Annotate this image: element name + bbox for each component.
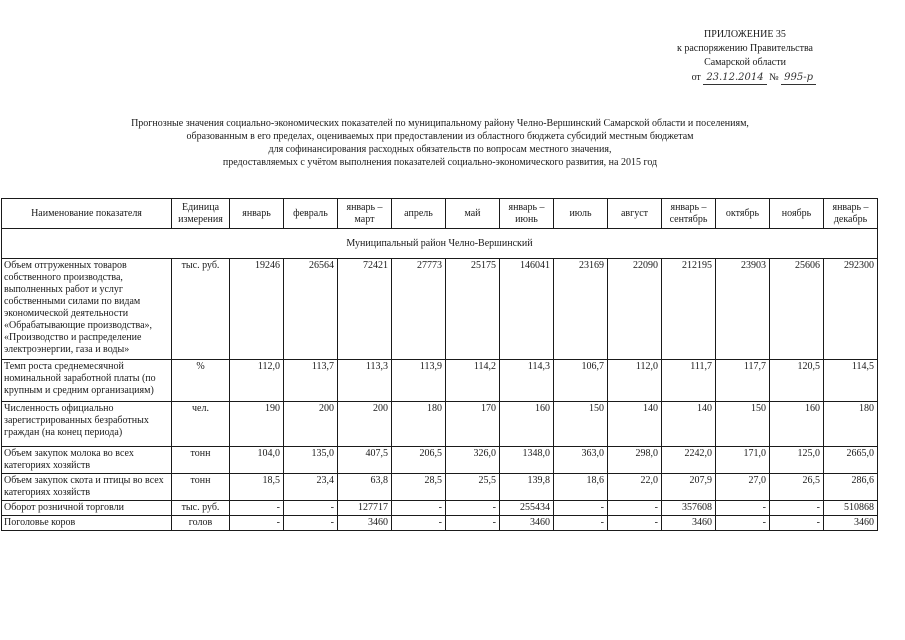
value-cell: 298,0 bbox=[608, 447, 662, 474]
value-cell: 150 bbox=[554, 402, 608, 447]
value-cell: 22,0 bbox=[608, 474, 662, 501]
value-cell: 112,0 bbox=[230, 360, 284, 402]
value-cell: 23169 bbox=[554, 259, 608, 360]
value-cell: - bbox=[554, 501, 608, 516]
value-cell: 140 bbox=[662, 402, 716, 447]
col-header-apr: апрель bbox=[392, 199, 446, 229]
unit-cell: тыс. руб. bbox=[172, 259, 230, 360]
value-cell: 26,5 bbox=[770, 474, 824, 501]
unit-cell: тыс. руб. bbox=[172, 501, 230, 516]
appendix-title: ПРИЛОЖЕНИЕ 35 bbox=[704, 29, 786, 40]
value-cell: 326,0 bbox=[446, 447, 500, 474]
table-row bbox=[2, 501, 878, 516]
value-cell: 180 bbox=[392, 402, 446, 447]
indicator-name-cell: Оборот розничной торговли bbox=[2, 501, 172, 516]
value-cell: 407,5 bbox=[338, 447, 392, 474]
value-cell: 139,8 bbox=[500, 474, 554, 501]
value-cell: 510868 bbox=[824, 501, 878, 516]
appendix-region-line: Самарской области bbox=[704, 57, 786, 68]
value-cell: 140 bbox=[608, 402, 662, 447]
col-header-feb: февраль bbox=[284, 199, 338, 229]
value-cell: 200 bbox=[338, 402, 392, 447]
col-header-nov: ноябрь bbox=[770, 199, 824, 229]
appendix-block bbox=[620, 28, 870, 85]
col-header-unit: Единица измерения bbox=[172, 199, 230, 229]
table-row bbox=[2, 516, 878, 531]
indicator-name-cell: Объем отгруженных товаров собственного производства, выполненных работ и услуг собственными силами по видам экономической деятельности «Обрабатывающие производства», «Производство и распределение электроэнергии, газа и воды» bbox=[2, 259, 172, 360]
table-row bbox=[2, 402, 878, 447]
indicators-table bbox=[1, 198, 878, 531]
value-cell: 3460 bbox=[338, 516, 392, 531]
value-cell: 19246 bbox=[230, 259, 284, 360]
indicator-name-cell: Численность официально зарегистрированных безработных граждан (на конец периода) bbox=[2, 402, 172, 447]
value-cell: 113,9 bbox=[392, 360, 446, 402]
value-cell: - bbox=[608, 501, 662, 516]
appendix-date-line bbox=[620, 71, 870, 85]
value-cell: 23,4 bbox=[284, 474, 338, 501]
col-header-jul: июль bbox=[554, 199, 608, 229]
value-cell: 206,5 bbox=[392, 447, 446, 474]
value-cell: 25175 bbox=[446, 259, 500, 360]
value-cell: 104,0 bbox=[230, 447, 284, 474]
indicator-name-cell: Объем закупок молока во всех категориях хозяйств bbox=[2, 447, 172, 474]
value-cell: 114,5 bbox=[824, 360, 878, 402]
value-cell: 292300 bbox=[824, 259, 878, 360]
value-cell: 170 bbox=[446, 402, 500, 447]
col-header-jan-mar: январь – март bbox=[338, 199, 392, 229]
value-cell: 363,0 bbox=[554, 447, 608, 474]
value-cell: 18,5 bbox=[230, 474, 284, 501]
unit-cell: % bbox=[172, 360, 230, 402]
value-cell: 160 bbox=[770, 402, 824, 447]
value-cell: 120,5 bbox=[770, 360, 824, 402]
value-cell: 27773 bbox=[392, 259, 446, 360]
value-cell: 113,7 bbox=[284, 360, 338, 402]
value-cell: 125,0 bbox=[770, 447, 824, 474]
value-cell: 357608 bbox=[662, 501, 716, 516]
document-heading bbox=[70, 117, 810, 169]
table-row bbox=[2, 259, 878, 360]
section-row bbox=[2, 229, 878, 259]
appendix-order-line: к распоряжению Правительства bbox=[676, 43, 813, 54]
value-cell: 26564 bbox=[284, 259, 338, 360]
col-header-jan-sep: январь – сентябрь bbox=[662, 199, 716, 229]
value-cell: - bbox=[392, 516, 446, 531]
col-header-jan-dec: январь – декабрь bbox=[824, 199, 878, 229]
value-cell: 63,8 bbox=[338, 474, 392, 501]
col-header-jan: январь bbox=[230, 199, 284, 229]
col-header-name: Наименование показателя bbox=[2, 199, 172, 229]
value-cell: - bbox=[446, 501, 500, 516]
value-cell: - bbox=[392, 501, 446, 516]
value-cell: 113,3 bbox=[338, 360, 392, 402]
col-header-aug: август bbox=[608, 199, 662, 229]
handwritten-number: 995-р bbox=[781, 72, 816, 85]
value-cell: 3460 bbox=[662, 516, 716, 531]
col-header-oct: октябрь bbox=[716, 199, 770, 229]
value-cell: - bbox=[230, 501, 284, 516]
value-cell: 22090 bbox=[608, 259, 662, 360]
table-row bbox=[2, 474, 878, 501]
value-cell: - bbox=[716, 501, 770, 516]
value-cell: 180 bbox=[824, 402, 878, 447]
value-cell: 212195 bbox=[662, 259, 716, 360]
indicator-name-cell: Объем закупок скота и птицы во всех категориях хозяйств bbox=[2, 474, 172, 501]
indicator-name-cell: Темп роста среднемесячной номинальной заработной платы (по крупным и средним организациям) bbox=[2, 360, 172, 402]
value-cell: - bbox=[770, 516, 824, 531]
indicator-name-cell: Поголовье коров bbox=[2, 516, 172, 531]
unit-cell: голов bbox=[172, 516, 230, 531]
value-cell: 18,6 bbox=[554, 474, 608, 501]
value-cell: 28,5 bbox=[392, 474, 446, 501]
number-prefix: № bbox=[769, 72, 779, 83]
value-cell: - bbox=[284, 501, 338, 516]
value-cell: 72421 bbox=[338, 259, 392, 360]
value-cell: 190 bbox=[230, 402, 284, 447]
value-cell: - bbox=[716, 516, 770, 531]
value-cell: 200 bbox=[284, 402, 338, 447]
value-cell: 255434 bbox=[500, 501, 554, 516]
table-row bbox=[2, 447, 878, 474]
value-cell: 23903 bbox=[716, 259, 770, 360]
value-cell: - bbox=[608, 516, 662, 531]
date-prefix: от bbox=[691, 72, 701, 83]
value-cell: 2665,0 bbox=[824, 447, 878, 474]
value-cell: 146041 bbox=[500, 259, 554, 360]
handwritten-date: 23.12.2014 bbox=[703, 72, 766, 85]
value-cell: 135,0 bbox=[284, 447, 338, 474]
value-cell: 114,2 bbox=[446, 360, 500, 402]
unit-cell: тонн bbox=[172, 447, 230, 474]
value-cell: - bbox=[446, 516, 500, 531]
section-title: Муниципальный район Челно-Вершинский bbox=[2, 229, 878, 259]
value-cell: 106,7 bbox=[554, 360, 608, 402]
table-header-row bbox=[2, 199, 878, 229]
value-cell: 160 bbox=[500, 402, 554, 447]
value-cell: 286,6 bbox=[824, 474, 878, 501]
value-cell: - bbox=[554, 516, 608, 531]
value-cell: 117,7 bbox=[716, 360, 770, 402]
heading-line-1: Прогнозные значения социально-экономических показателей по муниципальному району Челно-Вершинский Самарской области и поселениям, bbox=[131, 118, 749, 129]
value-cell: 3460 bbox=[500, 516, 554, 531]
value-cell: - bbox=[770, 501, 824, 516]
value-cell: 25606 bbox=[770, 259, 824, 360]
value-cell: 25,5 bbox=[446, 474, 500, 501]
unit-cell: чел. bbox=[172, 402, 230, 447]
value-cell: 171,0 bbox=[716, 447, 770, 474]
value-cell: 127717 bbox=[338, 501, 392, 516]
value-cell: 150 bbox=[716, 402, 770, 447]
value-cell: 114,3 bbox=[500, 360, 554, 402]
value-cell: - bbox=[230, 516, 284, 531]
heading-line-2: образованным в его пределах, оцениваемых при предоставлении из областного бюджета субсидий местным бюджетам bbox=[186, 131, 694, 142]
value-cell: - bbox=[284, 516, 338, 531]
unit-cell: тонн bbox=[172, 474, 230, 501]
value-cell: 111,7 bbox=[662, 360, 716, 402]
heading-line-3: для софинансирования расходных обязательств по вопросам местного значения, bbox=[268, 144, 612, 155]
value-cell: 27,0 bbox=[716, 474, 770, 501]
value-cell: 207,9 bbox=[662, 474, 716, 501]
col-header-jan-jun: январь – июнь bbox=[500, 199, 554, 229]
value-cell: 112,0 bbox=[608, 360, 662, 402]
value-cell: 2242,0 bbox=[662, 447, 716, 474]
col-header-may: май bbox=[446, 199, 500, 229]
value-cell: 3460 bbox=[824, 516, 878, 531]
heading-line-4: предоставляемых с учётом выполнения показателей социально-экономического развития, на 2015 год bbox=[222, 157, 658, 168]
value-cell: 1348,0 bbox=[500, 447, 554, 474]
table-row bbox=[2, 360, 878, 402]
